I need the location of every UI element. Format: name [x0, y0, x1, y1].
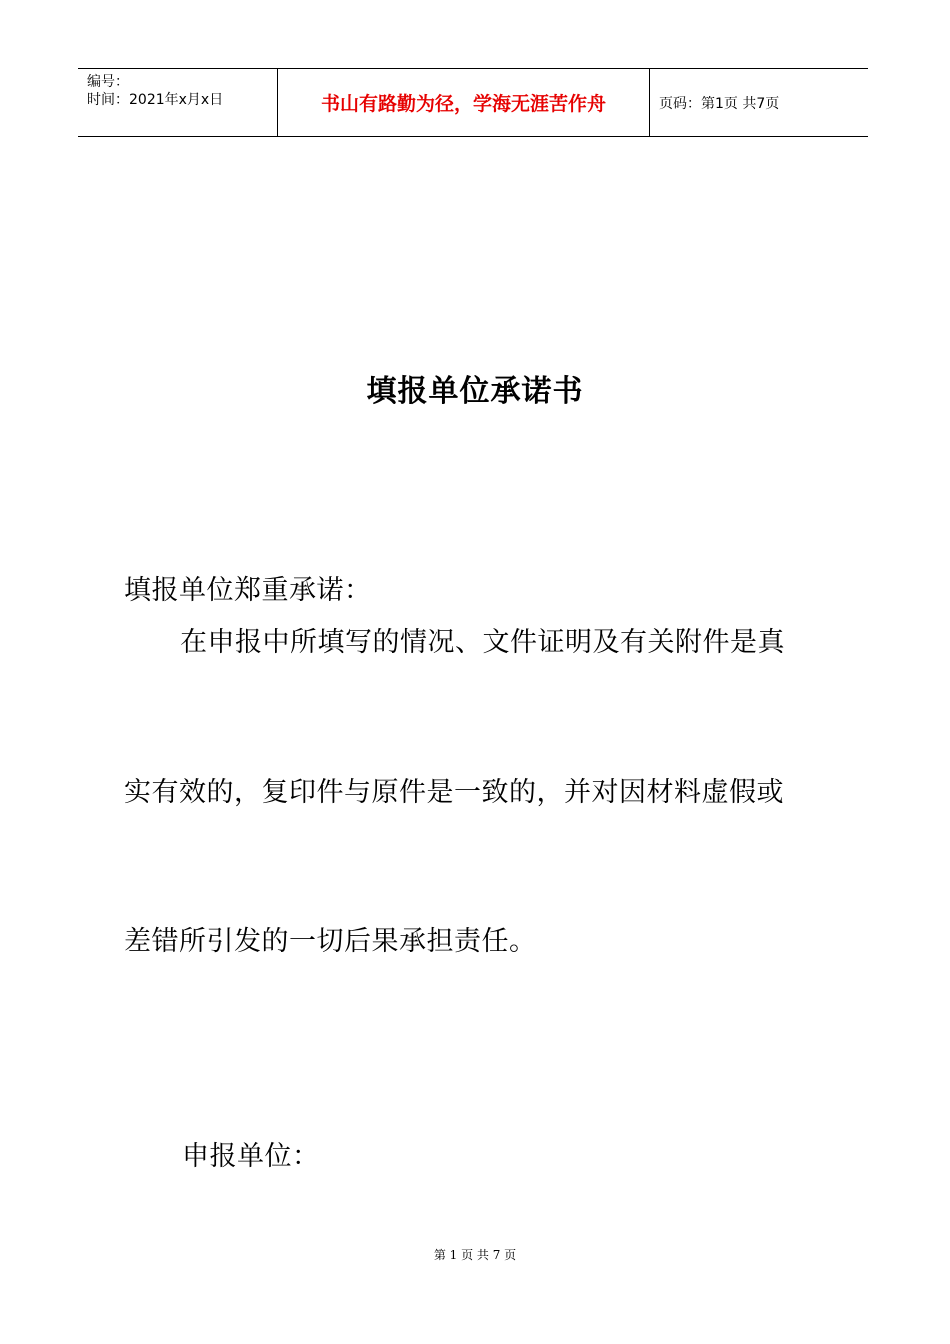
signature-label: 申报单位：: [182, 1141, 320, 1172]
page-footer: 第 1 页 共 7 页: [433, 1248, 517, 1262]
document-date-label: 时间：2021年x月x日: [87, 92, 224, 108]
paragraph-line-2: 实有效的，复印件与原件是一致的，并对因材料虚假或: [124, 777, 784, 808]
header-meta-cell: [78, 69, 278, 136]
paragraph-line-1: 在申报中所填写的情况、文件证明及有关附件是真: [180, 627, 785, 658]
page-header: [78, 68, 868, 137]
salutation: 填报单位郑重承诺：: [124, 575, 372, 606]
paragraph-line-3: 差错所引发的一切后果承担责任。: [124, 926, 537, 957]
header-page-info: 页码：第1页 共7页: [659, 95, 780, 112]
header-motto: 书山有路勤为径，学海无涯苦作舟: [278, 69, 650, 136]
document-number-label: 编号：: [87, 74, 129, 90]
document-title: 填报单位承诺书: [366, 374, 584, 409]
